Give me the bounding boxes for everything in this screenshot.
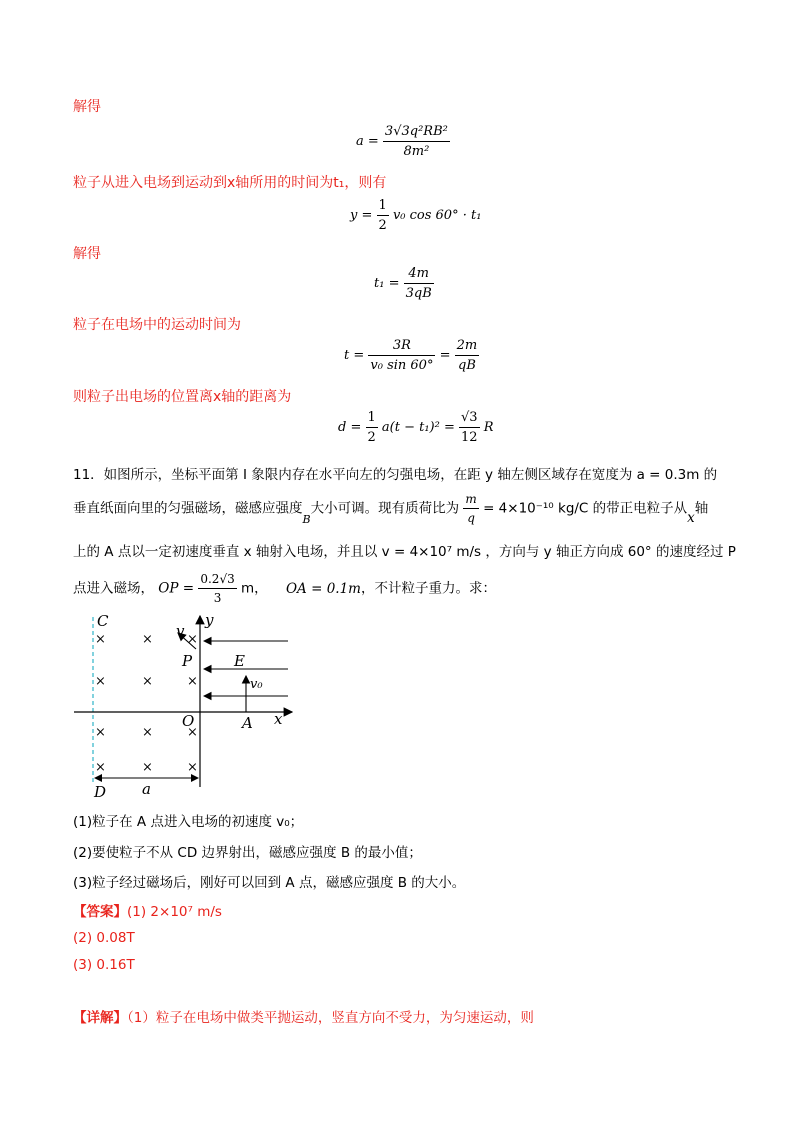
label-a-point: A [242,714,253,732]
cross-mark: × [187,760,198,775]
equation-t [344,338,479,373]
detail-block [73,1006,534,1026]
problem-line-4-b: ，不计粒子重力。求： [360,580,496,597]
detail-text: （1）粒子在电场中做类平抛运动，竖直方向不受力，为匀速运动，则 [127,1010,534,1026]
equation-d-denominator-1: 2 [367,430,376,445]
equation-d-numerator-1: 1 [366,410,378,428]
equation-d-rest: R [483,420,494,435]
label-p: P [182,652,193,670]
physics-diagram [70,612,300,802]
equation-y-lhs: y = [350,208,373,223]
label-o: O [182,712,195,730]
op-lhs: OP = [158,580,195,597]
answer-3: (3) 0.16T [73,957,135,973]
mass-charge-numerator: m [463,492,478,509]
equation-a-numerator: 3√3q²RB² [383,124,450,142]
cross-mark: × [142,674,153,689]
cross-mark: × [187,632,198,647]
cross-mark: × [95,632,106,647]
question-1: (1)粒子在 A 点进入电场的初速度 v₀； [73,814,304,830]
label-y: y [205,612,214,629]
cross-mark: × [95,725,106,740]
label-e: E [234,652,245,670]
problem-line-2-B: B [302,512,311,526]
cross-mark: × [142,632,153,647]
line-time-intro: 粒子在电场中的运动时间为 [73,317,241,333]
cross-mark: × [187,725,198,740]
equation-t-lhs: t = [344,348,365,363]
equation-a [356,124,450,159]
equation-t1-lhs: t₁ = [374,276,400,291]
oa-value: OA = 0.1m [285,580,361,597]
label-v0: v₀ [250,677,263,692]
line-t1-intro: 粒子从进入电场到运动到x轴所用的时间为t₁，则有 [73,175,387,191]
cross-mark: × [187,674,198,689]
equation-t-denominator-1: v₀ sin 60° [370,358,434,373]
question-2: (2)要使粒子不从 CD 边界射出，磁感应强度 B 的最小值； [73,845,422,861]
line-distance-intro: 则粒子出电场的位置离x轴的距离为 [73,389,292,405]
question-3: (3)粒子经过磁场后，刚好可以回到 A 点，磁感应强度 B 的大小。 [73,875,466,891]
problem-line-4 [73,572,496,605]
problem-line-4-a: 点进入磁场， [73,580,154,597]
equation-y-numerator: 1 [377,198,389,216]
equation-d [338,410,494,445]
op-unit: m， [241,580,268,597]
equation-a-lhs: a = [356,134,379,149]
problem-line-3: 上的 A 点以一定初速度垂直 x 轴射入电场，并且以 v = 4×10⁷ m/s ，方向与 y 轴正方向成 60° 的速度经过 P [73,544,736,560]
equation-y-rest: v₀ cos 60° · t₁ [392,208,482,223]
cross-mark: × [142,760,153,775]
equation-t-numerator-1: 3R [368,338,435,356]
problem-line-2-b: 大小可调。现有质荷比为 [310,500,460,517]
equation-t-equals: = [439,348,451,363]
op-numerator: 0.2√3 [198,572,236,589]
equation-t-denominator-2: qB [458,358,476,373]
cross-mark: × [142,725,153,740]
problem-line-2-c: = 4×10⁻¹⁰ kg/C 的带正电粒子从 [483,500,688,517]
equation-d-middle: a(t − t₁)² = [381,420,455,435]
problem-line-1: 11．如图所示，坐标平面第 I 象限内存在水平向左的匀强电场，在距 y 轴左侧区域存在宽度为 a = 0.3m 的 [73,467,718,483]
label-a-width: a [142,780,151,798]
label-v: v [176,622,185,640]
mass-charge-denominator: q [467,511,475,525]
equation-d-denominator-2: 12 [461,430,478,445]
equation-t1 [374,266,434,301]
label-jiede-2: 解得 [73,246,101,262]
equation-y [350,198,481,233]
equation-t-numerator-2: 2m [455,338,480,356]
detail-label: 【详解】 [73,1010,127,1026]
label-d: D [94,783,107,801]
equation-d-lhs: d = [338,420,362,435]
equation-a-denominator: 8m² [403,144,430,159]
answer-block [73,900,222,920]
answer-1: (1) 2×10⁷ m/s [127,904,222,920]
problem-line-2-x: x [687,509,695,526]
cross-mark: × [95,760,106,775]
equation-t1-numerator: 4m [404,266,434,284]
op-denominator: 3 [213,591,222,605]
label-c: C [97,612,109,630]
cross-mark: × [95,674,106,689]
answer-label: 【答案】 [73,904,127,920]
equation-d-numerator-2: √3 [459,410,480,428]
equation-y-denominator: 2 [378,218,387,233]
problem-line-2-d: 轴 [694,500,709,517]
label-x: x [274,710,283,728]
problem-line-2-a: 垂直纸面向里的匀强磁场，磁感应强度 [73,500,303,517]
label-jiede-1: 解得 [73,99,101,115]
problem-line-2 [73,492,708,525]
answer-2: (2) 0.08T [73,930,135,946]
equation-t1-denominator: 3qB [405,286,432,301]
